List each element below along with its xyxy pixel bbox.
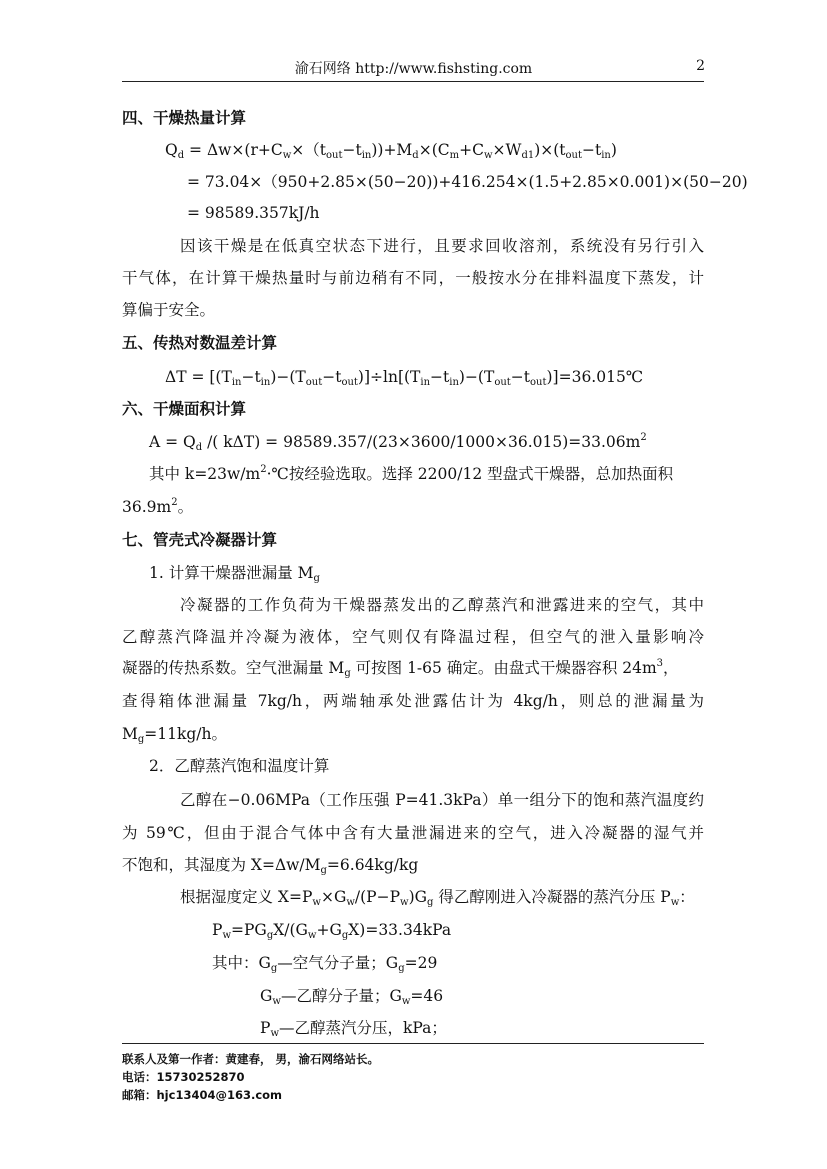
- section-6-title: 六、干燥面积计算: [122, 400, 247, 418]
- footer-phone: 电话：15730252870: [122, 1070, 245, 1084]
- paragraph-line: 根据湿度定义 $X=P_w\times G_w/(P-P_w)G_g$ 得乙醇刚进入冷凝器的蒸汽分压 $P_w$：: [180, 888, 695, 908]
- paragraph-line: 乙醇蒸汽降温并冷凝为液体，空气则仅有降温过程，但空气的泄入量影响冷: [122, 628, 704, 646]
- definition-line: $P_w—$乙醇蒸汽分压，kPa；: [260, 1019, 447, 1039]
- section-7-title: 七、管壳式冷凝器计算: [122, 531, 278, 549]
- subsection-2-title: 2．乙醇蒸汽饱和温度计算: [149, 757, 330, 775]
- paragraph-line: $36.9m^2$。: [122, 497, 194, 516]
- page-number: 2: [696, 58, 705, 74]
- paragraph-line: 冷凝器的工作负荷为干燥器蒸发出的乙醇蒸汽和泄露进来的空气，其中: [180, 596, 704, 614]
- paragraph-line: 为 59℃，但由于混合气体中含有大量泄漏进来的空气，进入冷凝器的湿气并: [122, 824, 704, 842]
- section-5-title: 五、传热对数温差计算: [122, 334, 278, 352]
- definition-line: 其中：$G_g—$空气分子量；$G_g=29$: [212, 954, 438, 974]
- subsection-1-title: 1. 计算干燥器泄漏量 $M_g$: [149, 564, 320, 584]
- paragraph-line: 干气体，在计算干燥热量时与前边稍有不同，一般按水分在排料温度下蒸发，计: [122, 269, 704, 287]
- paragraph-line: $M_g=11kg/h$。: [122, 725, 228, 745]
- equation-heat-result: = 98589.357kJ/h: [187, 204, 320, 222]
- section-4-title: 四、干燥热量计算: [122, 109, 247, 127]
- paragraph-line: 凝器的传热系数。空气泄漏量 $M_g$ 可按图 1-65 确定。由盘式干燥器容积 $24m^3$，: [122, 658, 679, 679]
- equation-area: $A = Q_d$ /( $k\Delta T) = 98589.357/(23\times 3600/1000\times 36.015)=33.06m^2$: [149, 432, 647, 453]
- equation-heat-values: = 73.04×（950+2.85×(50−20))+416.254×(1.5+2.85×0.001)×(50−20): [187, 173, 748, 191]
- running-header: 渝石网络 http://www.fishsting.com: [294, 61, 533, 77]
- definition-line: $G_w—$乙醇分子量；$G_w=46$: [260, 987, 444, 1007]
- paragraph-line: 不饱和，其湿度为 $X=\Delta w/M_g=6.64kg/kg$: [122, 856, 419, 876]
- header-rule: [122, 81, 704, 82]
- equation-log-temp: $\Delta T = [(T_{in}-t_{in})-(T_{out}-t_{out})]\div\ln[(T_{in}-t_{in})-(T_{out}-t_{out})]=36.015℃$: [165, 368, 644, 388]
- paragraph-line: 算偏于安全。: [122, 301, 216, 319]
- paragraph-line: 乙醇在−0.06MPa（工作压强 P=41.3kPa）单一组分下的饱和蒸汽温度约: [180, 791, 704, 809]
- paragraph-line: 查得箱体泄漏量 7kg/h，两端轴承处泄露估计为 4kg/h，则总的泄漏量为: [122, 692, 704, 710]
- equation-heat: $Q_d = \Delta w\times(r+C_w\times(t_{out}-t_{in}))+M_d\times(C_m+C_w\times W_{d1})\times(t_{out}-t_{in})$: [165, 141, 617, 161]
- paragraph-line: 因该干燥是在低真空状态下进行，且要求回收溶剂，系统没有另行引入: [180, 237, 704, 255]
- footer-rule: [122, 1043, 704, 1044]
- equation-partial-pressure: $P_w=PG_gX/(G_w+G_gX)=33.34kPa$: [212, 921, 452, 941]
- footer-email: 邮箱：hjc13404@163.com: [122, 1088, 283, 1102]
- footer-author: 联系人及第一作者：黄建春， 男，渝石网络站长。: [122, 1052, 380, 1066]
- paragraph-line: 其中 $k=23w/m^2\cdot℃$按经验选取。选择 2200/12 型盘式干燥器，总加热面积: [149, 464, 674, 483]
